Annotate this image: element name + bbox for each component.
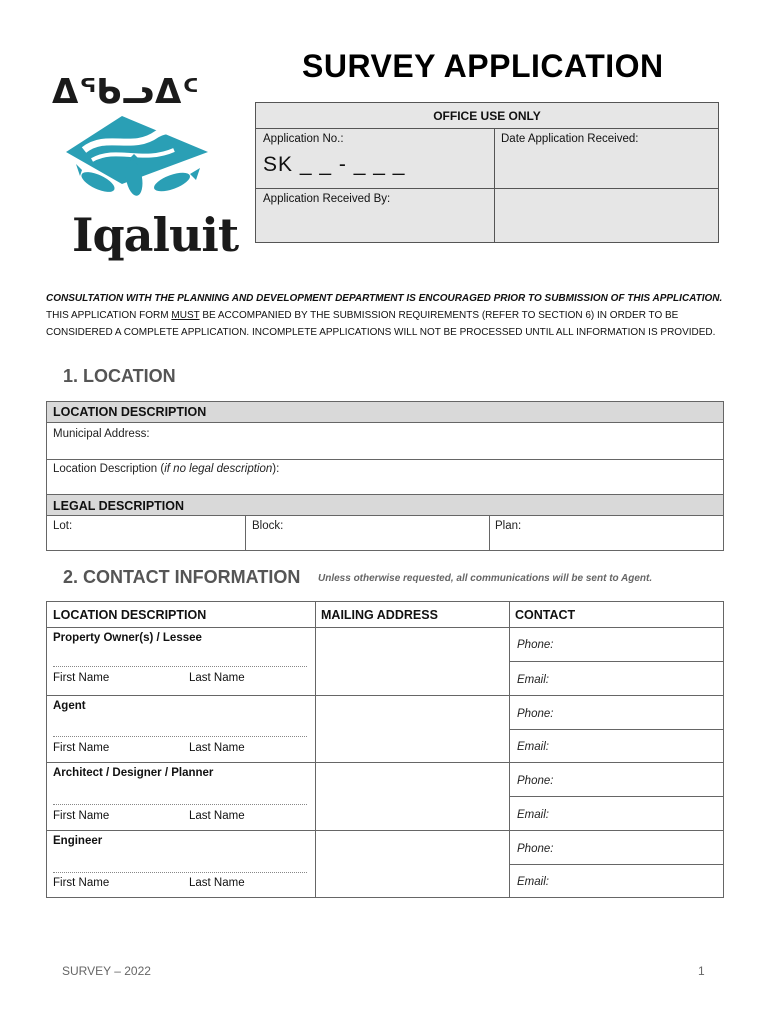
first-name-label: First Name (53, 742, 110, 754)
divider (245, 516, 246, 551)
last-name-label: Last Name (189, 742, 245, 754)
phone-field[interactable]: Phone: (517, 708, 554, 720)
divider (509, 602, 510, 898)
divider (509, 661, 723, 662)
column-header-contact: CONTACT (509, 602, 723, 628)
contact-table (46, 601, 724, 898)
notice-text: BE ACCOMPANIED BY THE SUBMISSION REQUIREMENTS (REFER TO SECTION 6) IN ORDER TO BE CONSIDERED A COMPLETE APPLICATION. INCOMPLETE APPLICATIONS WILL NOT BE PROCESSED UNTIL ALL INFORMATION IS PROVIDED. (46, 310, 716, 338)
application-no-field[interactable]: SK _ _ - _ _ _ (263, 153, 406, 176)
notice-must: MUST (171, 310, 200, 321)
name-line[interactable] (53, 666, 307, 667)
role-architect: Architect / Designer / Planner (53, 767, 214, 779)
first-name-label: First Name (53, 672, 110, 684)
divider (315, 602, 316, 898)
plan-field[interactable]: Plan: (495, 520, 522, 532)
last-name-label: Last Name (189, 672, 245, 684)
email-field[interactable]: Email: (517, 674, 549, 686)
legal-description-header: LEGAL DESCRIPTION (47, 494, 723, 516)
divider (509, 864, 723, 865)
divider (494, 129, 495, 243)
block-field[interactable]: Block: (252, 520, 284, 532)
municipal-address-field[interactable]: Municipal Address: (53, 428, 150, 440)
location-table (46, 401, 724, 551)
phone-field[interactable]: Phone: (517, 639, 554, 651)
first-name-label: First Name (53, 877, 110, 889)
divider (509, 796, 723, 797)
role-property-owner: Property Owner(s) / Lessee (53, 632, 202, 644)
role-engineer: Engineer (53, 835, 103, 847)
received-by-label: Application Received By: (263, 193, 391, 205)
divider (509, 729, 723, 730)
logo-syllabics: ᐃᖃᓗᐃᑦ (52, 72, 200, 112)
divider (47, 830, 723, 831)
first-name-label: First Name (53, 810, 110, 822)
phone-field[interactable]: Phone: (517, 843, 554, 855)
notice-text: THIS APPLICATION FORM (46, 310, 172, 321)
office-use-header: OFFICE USE ONLY (256, 103, 718, 129)
date-received-label: Date Application Received: (501, 133, 639, 145)
divider (47, 459, 723, 460)
location-description-field[interactable]: Location Description (if no legal description): (53, 463, 280, 475)
name-line[interactable] (53, 736, 307, 737)
notice-lead: CONSULTATION WITH THE PLANNING AND DEVELOPMENT DEPARTMENT IS ENCOURAGED PRIOR TO SUBMISSION OF THIS APPLICATION. (46, 293, 723, 304)
divider (47, 762, 723, 763)
section-heading-location: 1. LOCATION (63, 366, 176, 386)
phone-field[interactable]: Phone: (517, 775, 554, 787)
lot-field[interactable]: Lot: (53, 520, 73, 532)
name-line[interactable] (53, 804, 307, 805)
name-line[interactable] (53, 872, 307, 873)
role-agent: Agent (53, 700, 86, 712)
last-name-label: Last Name (189, 810, 245, 822)
office-use-box (255, 102, 719, 243)
logo-emblem-icon (62, 112, 212, 215)
divider (489, 516, 490, 551)
column-header-location-description: LOCATION DESCRIPTION (47, 602, 315, 628)
application-no-label: Application No.: (263, 133, 344, 145)
divider (47, 695, 723, 696)
email-field[interactable]: Email: (517, 876, 549, 888)
column-header-mailing-address: MAILING ADDRESS (315, 602, 509, 628)
last-name-label: Last Name (189, 877, 245, 889)
email-field[interactable]: Email: (517, 809, 549, 821)
divider (256, 188, 718, 189)
page-title: SURVEY APPLICATION (302, 48, 664, 84)
consultation-notice (46, 290, 726, 341)
footer-label: SURVEY – 2022 (62, 964, 151, 978)
communications-note: Unless otherwise requested, all communications will be sent to Agent. (318, 573, 653, 584)
section-heading-contact: 2. CONTACT INFORMATION (63, 567, 301, 587)
page-number: 1 (698, 964, 705, 978)
email-field[interactable]: Email: (517, 741, 549, 753)
location-description-header: LOCATION DESCRIPTION (47, 402, 723, 423)
logo-wordmark: Iqaluit (72, 208, 239, 262)
